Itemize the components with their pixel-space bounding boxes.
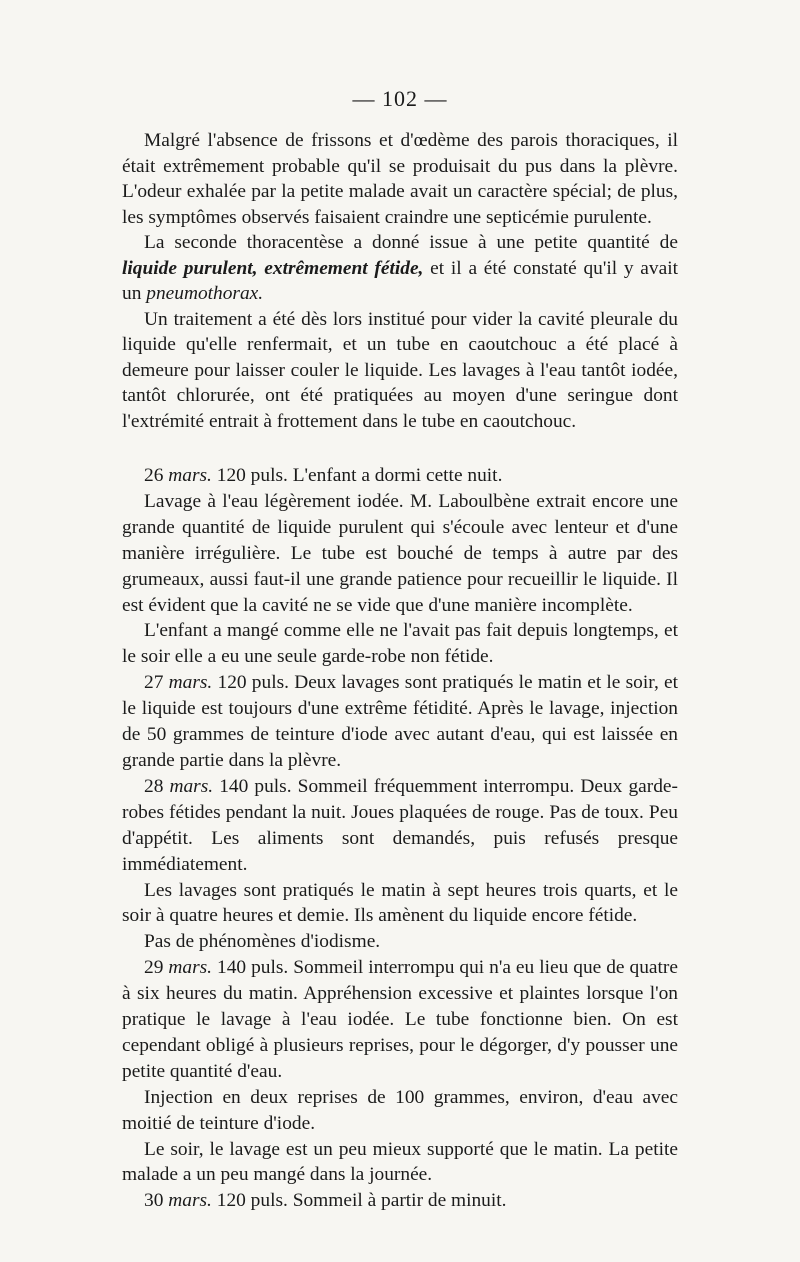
entry-day: 29 <box>144 957 164 979</box>
journal-entry <box>122 463 678 489</box>
paragraph: Pas de phénomènes d'iodisme. <box>144 931 381 953</box>
journal-entry <box>122 955 678 1085</box>
entry-month: mars. <box>168 465 212 486</box>
entry-day: 27 <box>144 672 164 694</box>
paragraph: L'enfant a mangé comme elle ne l'avait pas fait depuis longtemps, et le soir elle a eu une seule garde-robe non fétide. <box>122 620 678 668</box>
paragraph: Lavage à l'eau légèrement iodée. M. Laboulbène extrait encore une grande quantité de liquide purulent qui s'écoule avec lenteur et d'une manière irrégulière. Le tube est bouché de temps à autre par des grumeaux, aussi faut-il une grande patience pour recueillir le liquide. Il est évident que la cavité ne se vide que d'une manière incomplète. <box>122 490 678 616</box>
entry-month: mars. <box>168 1190 212 1212</box>
journal-entry <box>122 1188 678 1214</box>
journal-block <box>122 463 678 1214</box>
entry-text: 140 puls. Sommeil fréquemment interrompu. Deux garde-robes fétides pendant la nuit. Joues plaquées de rouge. Pas de toux. Peu d'appétit. Les aliments sont demandés, puis refusés presque immédiatement. <box>122 775 678 875</box>
emphasis-text: pneumothorax. <box>146 283 264 304</box>
paragraph: Malgré l'absence de frissons et d'œdème des parois thoraciques, il était extrêmement probable qu'il se produisait du pus dans la plèvre. L'odeur exhalée par la petite malade avait un caractère spécial; de plus, les symptômes observés faisaient craindre une septicémie purulente. <box>122 130 678 228</box>
paragraph: Un traitement a été dès lors institué pour vider la cavité pleurale du liquide qu'elle renfermait, et un tube en caoutchouc a été placé à demeure pour laisser couler le liquide. Les lavages à l'eau tantôt iodée, tantôt chlorurée, ont été pratiquées au moyen d'une seringue dont l'extrémité entrait à frottement dans le tube en caoutchouc. <box>122 308 678 432</box>
paragraph: Injection en deux reprises de 100 grammes, environ, d'eau avec moitié de teinture d'iode. <box>122 1086 678 1134</box>
entry-text: 120 puls. Sommeil à partir de minuit. <box>216 1190 507 1212</box>
entry-text: 120 puls. L'enfant a dormi cette nuit. <box>216 465 503 486</box>
intro-block <box>122 128 678 434</box>
entry-day: 30 <box>144 1190 164 1212</box>
entry-month: mars. <box>168 957 213 979</box>
paragraph: Le soir, le lavage est un peu mieux supporté que le matin. La petite malade a un peu mangé dans la journée. <box>122 1138 678 1186</box>
journal-entry <box>122 774 678 878</box>
entry-month: mars. <box>169 775 214 797</box>
entry-text: 140 puls. Sommeil interrompu qui n'a eu lieu que de quatre à six heures du matin. Appréhension excessive et plaintes lorsque l'on pratique le lavage à l'eau iodée. Le tube fonctionne bien. On est cependant obligé à plusieurs reprises, pour le dégorger, d'y pousser une petite quantité d'eau. <box>122 957 678 1082</box>
paragraph: Les lavages sont pratiqués le matin à sept heures trois quarts, et le soir à quatre heures et demie. Ils amènent du liquide encore fétide. <box>122 879 678 927</box>
entry-month: mars. <box>168 672 213 694</box>
entry-day: 26 <box>144 465 164 486</box>
entry-day: 28 <box>144 775 164 797</box>
paragraph-text: et il a été constaté qu'il y avait un <box>122 257 678 304</box>
emphasis-text: liquide purulent, extrêmement fétide, <box>122 257 424 279</box>
entry-text: 120 puls. Deux lavages sont pratiqués le matin et le soir, et le liquide est toujours d'une extrême fétidité. Après le lavage, injection de 50 grammes de teinture d'iode avec autant d'eau, qui est laissée en grande partie dans la plèvre. <box>122 672 679 771</box>
journal-entry <box>122 670 678 774</box>
page-number: — 102 — <box>352 86 448 111</box>
paragraph-text: La seconde thoracentèse a donné issue à une petite quantité de <box>144 232 678 253</box>
paragraph <box>122 230 678 307</box>
